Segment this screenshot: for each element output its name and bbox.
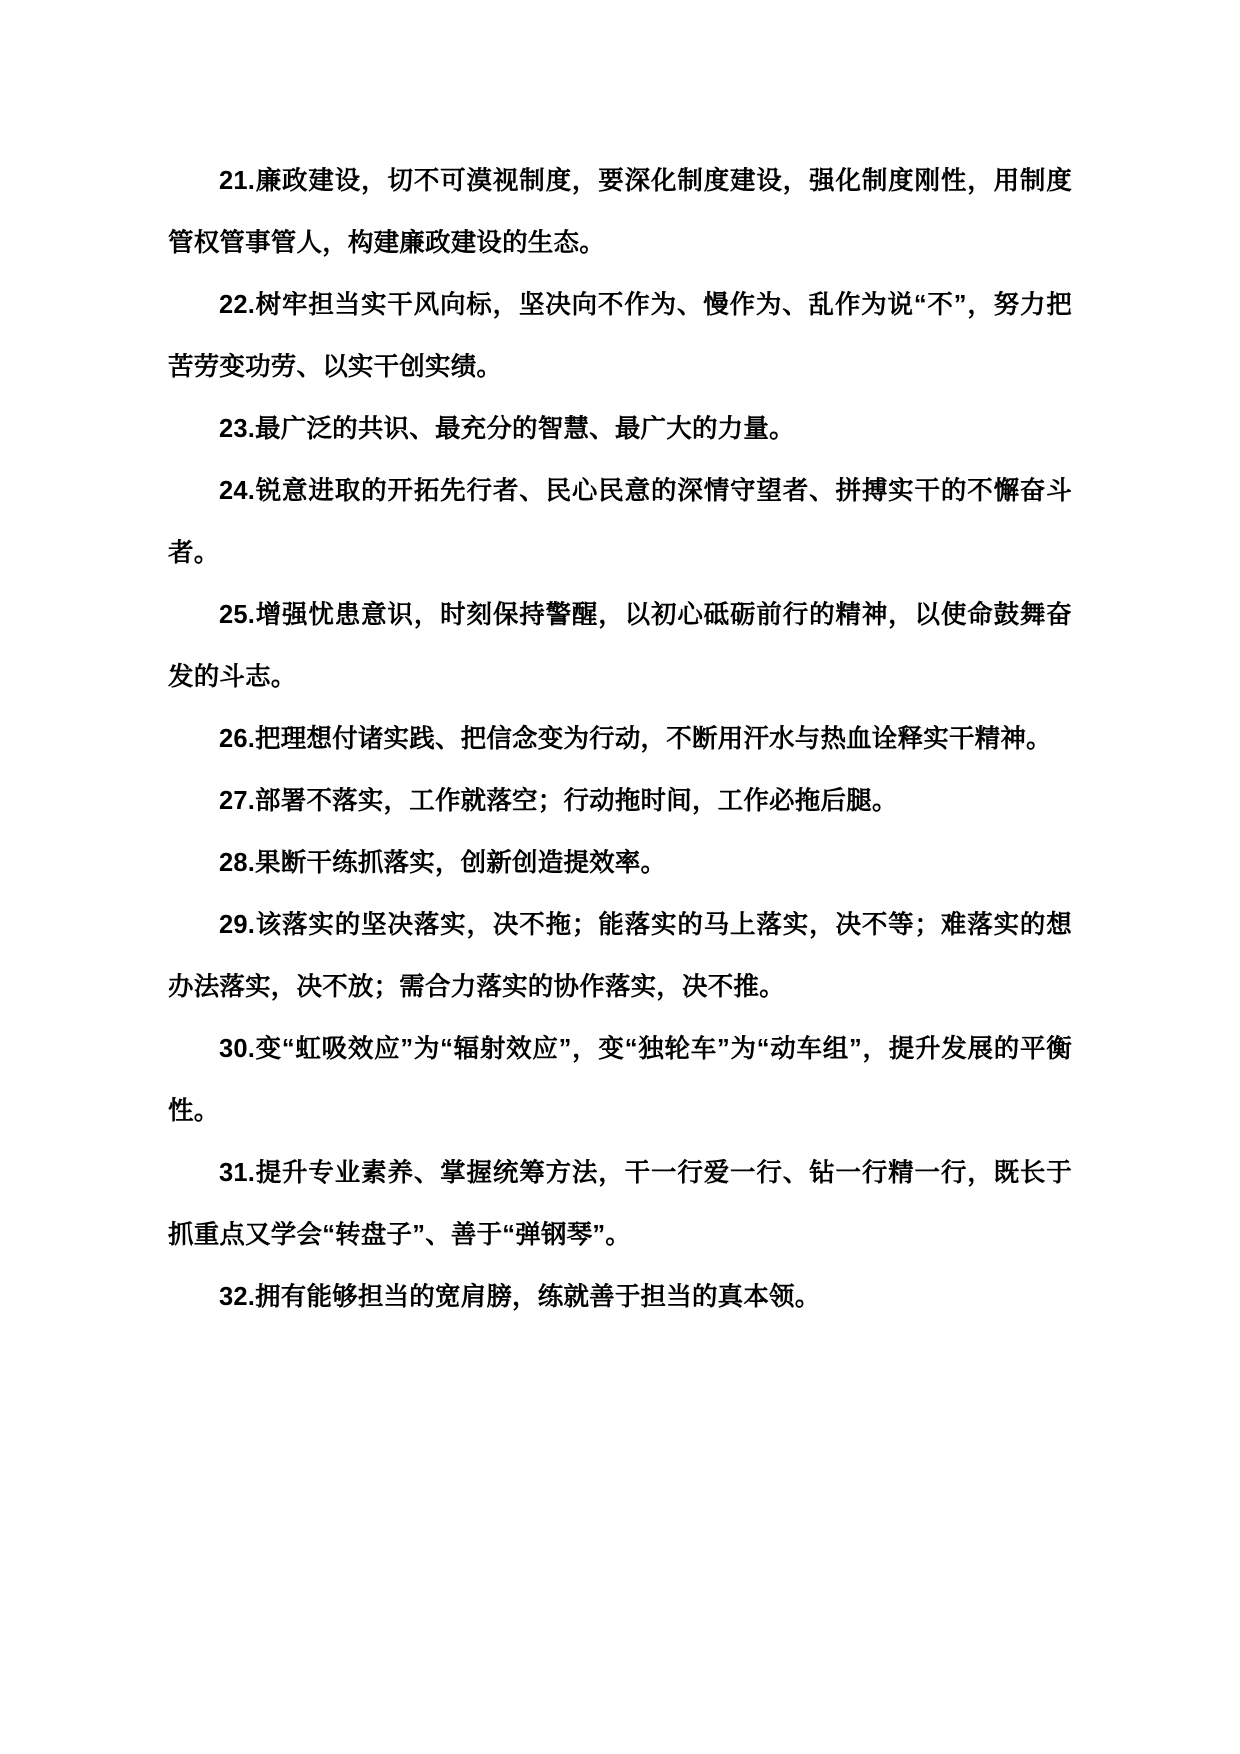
paragraph-27: 27.部署不落实，工作就落空；行动拖时间，工作必拖后腿。 [219,787,898,815]
paragraph-25: 25.增强忧患意识，时刻保持警醒，以初心砥砺前行的精神，以使命鼓舞奋发的斗志。 [168,601,1072,691]
paragraph-22: 22.树牢担当实干风向标，坚决向不作为、慢作为、乱作为说“不”，努力把苦劳变功劳、以实干创实绩。 [168,291,1072,381]
paragraph-30: 30.变“虹吸效应”为“辐射效应”，变“独轮车”为“动车组”，提升发展的平衡性。 [168,1035,1072,1125]
paragraph-26: 26.把理想付诸实践、把信念变为行动，不断用汗水与热血诠释实干精神。 [219,725,1052,753]
paragraph-23: 23.最广泛的共识、最充分的智慧、最广大的力量。 [219,415,795,443]
paragraph-31: 31.提升专业素养、掌握统筹方法，干一行爱一行、钻一行精一行，既长于抓重点又学会“转盘子”、善于“弹钢琴”。 [168,1159,1072,1249]
paragraph-29: 29.该落实的坚决落实，决不拖；能落实的马上落实，决不等；难落实的想办法落实，决不放；需合力落实的协作落实，决不推。 [168,911,1072,1001]
paragraph-28: 28.果断干练抓落实，创新创造提效率。 [219,849,667,877]
paragraph-32: 32.拥有能够担当的宽肩膀，练就善于担当的真本领。 [219,1283,821,1311]
paragraph-21: 21.廉政建设，切不可漠视制度，要深化制度建设，强化制度刚性，用制度管权管事管人，构建廉政建设的生态。 [168,167,1072,257]
document-body [168,150,1072,1328]
paragraph-24: 24.锐意进取的开拓先行者、民心民意的深情守望者、拼搏实干的不懈奋斗者。 [168,477,1072,567]
